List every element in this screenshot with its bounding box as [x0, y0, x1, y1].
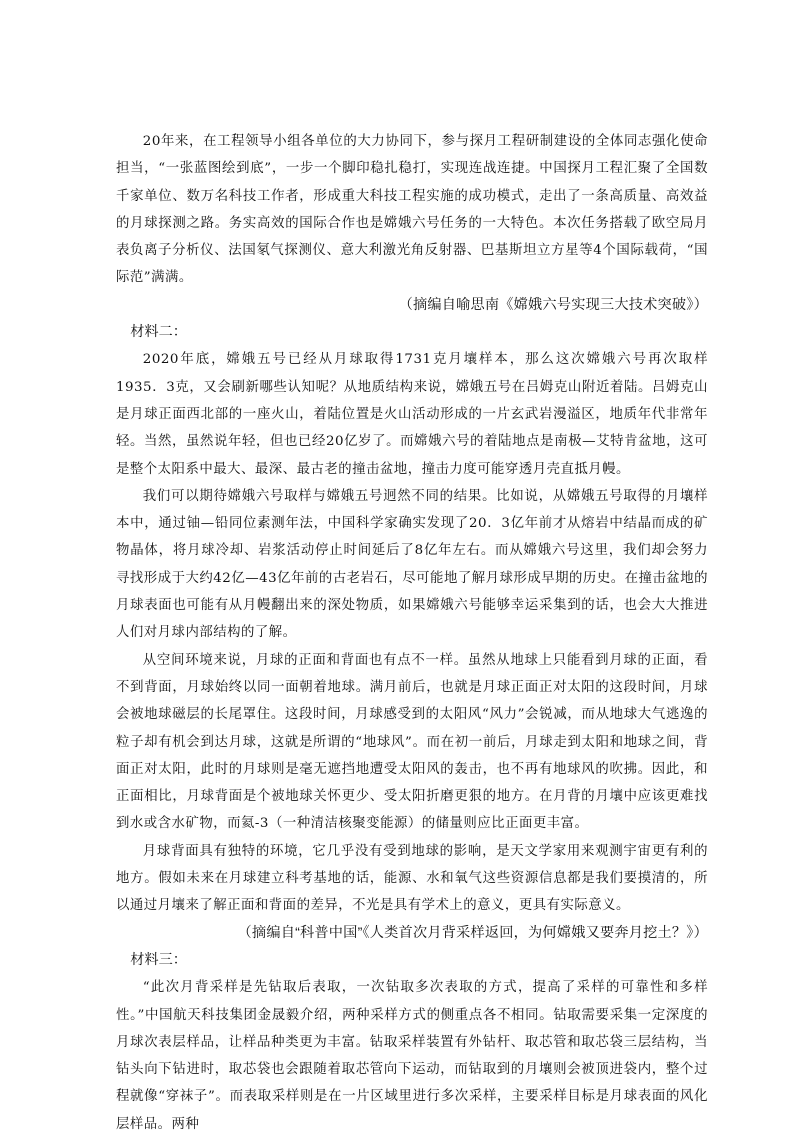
- material2-heading: 材料二：: [130, 324, 187, 341]
- material2-paragraph-2: 我们可以期待嫦娥六号取样与嫦娥五号迥然不同的结果。比如说，从嫦娥五号取得的月壤样本中，通过铀—铅同位素测年法，中国科学家确实发现了20．3亿年前才从熔岩中结晶而成的矿物晶体，将月球冷却、岩浆活动停止时间延后了8亿年左右。而从嫦娥六号这里，我们却会努力寻找形成于大约42亿—43亿年前的古老岩石，尽可能地了解月球形成早期的历史。在撞击盆地的月球表面也可能有从月幔翻出来的深处物质，如果嫦娥六号能够幸运采集到的话，也会大大推进人们对月球内部结构的了解。: [116, 488, 708, 641]
- material1-paragraph: 20年来，在工程领导小组各单位的大力协同下，参与探月工程研制建设的全体同志强化使命担当，“一张蓝图绘到底”，一步一个脚印稳扎稳打，实现连战连捷。中国探月工程汇聚了全国数千家单位、数万名科技工作者，形成重大科技工程实施的成功模式，走出了一条高质量、高效益的月球探测之路。务实高效的国际合作也是嫦娥六号任务的一大特色。本次任务搭载了欧空局月表负离子分析仪、法国氡气探测仪、意大利激光角反射器、巴基斯坦立方星等4个国际载荷，“国际范”满满。: [116, 134, 708, 286]
- material3-heading: 材料三：: [130, 951, 187, 968]
- material2-paragraph-3: 从空间环境来说，月球的正面和背面也有点不一样。虽然从地球上只能看到月球的正面，看不到背面，月球始终以同一面朝着地球。满月前后，也就是月球正面正对太阳的这段时间，月球会被地球磁层的长尾罩住。这段时间，月球感受到的太阳风“风力”会锐减，而从地球大气逃逸的粒子却有机会到达月球，这就是所谓的“地球风”。而在初一前后，月球走到太阳和地球之间，背面正对太阳，此时的月球则是毫无遮挡地遭受太阳风的轰击，也不再有地球风的吹拂。因此，和正面相比，月球背面是个被地球关怀更少、受太阳折磨更狠的地方。在月背的月壤中应该更难找到水或含水矿物，而氦-3（一种清洁核聚变能源）的储量则应比正面更丰富。: [116, 652, 708, 832]
- material3-paragraph: “此次月背采样是先钻取后表取，一次钻取多次表取的方式，提高了采样的可靠性和多样性。”中国航天科技集团金晟毅介绍，两种采样方式的侧重点各不相同。钻取需要采集一定深度的月球次表层样品，让样品种类更为丰富。钻取采样装置有外钻杆、取芯管和取芯袋三层结构，当钻头向下钻进时，取芯袋也会跟随着取芯管向下运动，而钻取到的月壤则会被顶进袋内，整个过程就像“穿袜子”。而表取采样则是在一片区域里进行多次采样，主要采样目标是月球表面的风化层样品。两种: [116, 980, 708, 1132]
- material2-paragraph-4: 月球背面具有独特的环境，它几乎没有受到地球的影响，是天文学家用来观测宇宙更有利的地方。假如未来在月球建立科考基地的话，能源、水和氧气这些资源信息都是我们要摸清的，所以通过月壤来了解正面和背面的差异，不光是具有学术上的意义，更具有实际意义。: [116, 843, 708, 914]
- material2-paragraph-1: 2020年底，嫦娥五号已经从月球取得1731克月壤样本，那么这次嫦娥六号再次取样1935．3克，又会刷新哪些认知呢？从地质结构来说，嫦娥五号在吕姆克山附近着陆。吕姆克山是月球正面西北部的一座火山，着陆位置是火山活动形成的一片玄武岩漫溢区，地质年代非常年轻。当然，虽然说年轻，但也已经20亿岁了。而嫦娥六号的着陆地点是南极—艾特肯盆地，这可是整个太阳系中最大、最深、最古老的撞击盆地，撞击力度可能穿透月壳直抵月幔。: [116, 352, 708, 477]
- material1-source: （摘编自喻思南《嫦娥六号实现三大技术突破》）: [398, 296, 708, 313]
- material2-source: （摘编自“科普中国”《人类首次月背采样返回，为何嫦娥又要奔月挖土？》）: [237, 924, 708, 941]
